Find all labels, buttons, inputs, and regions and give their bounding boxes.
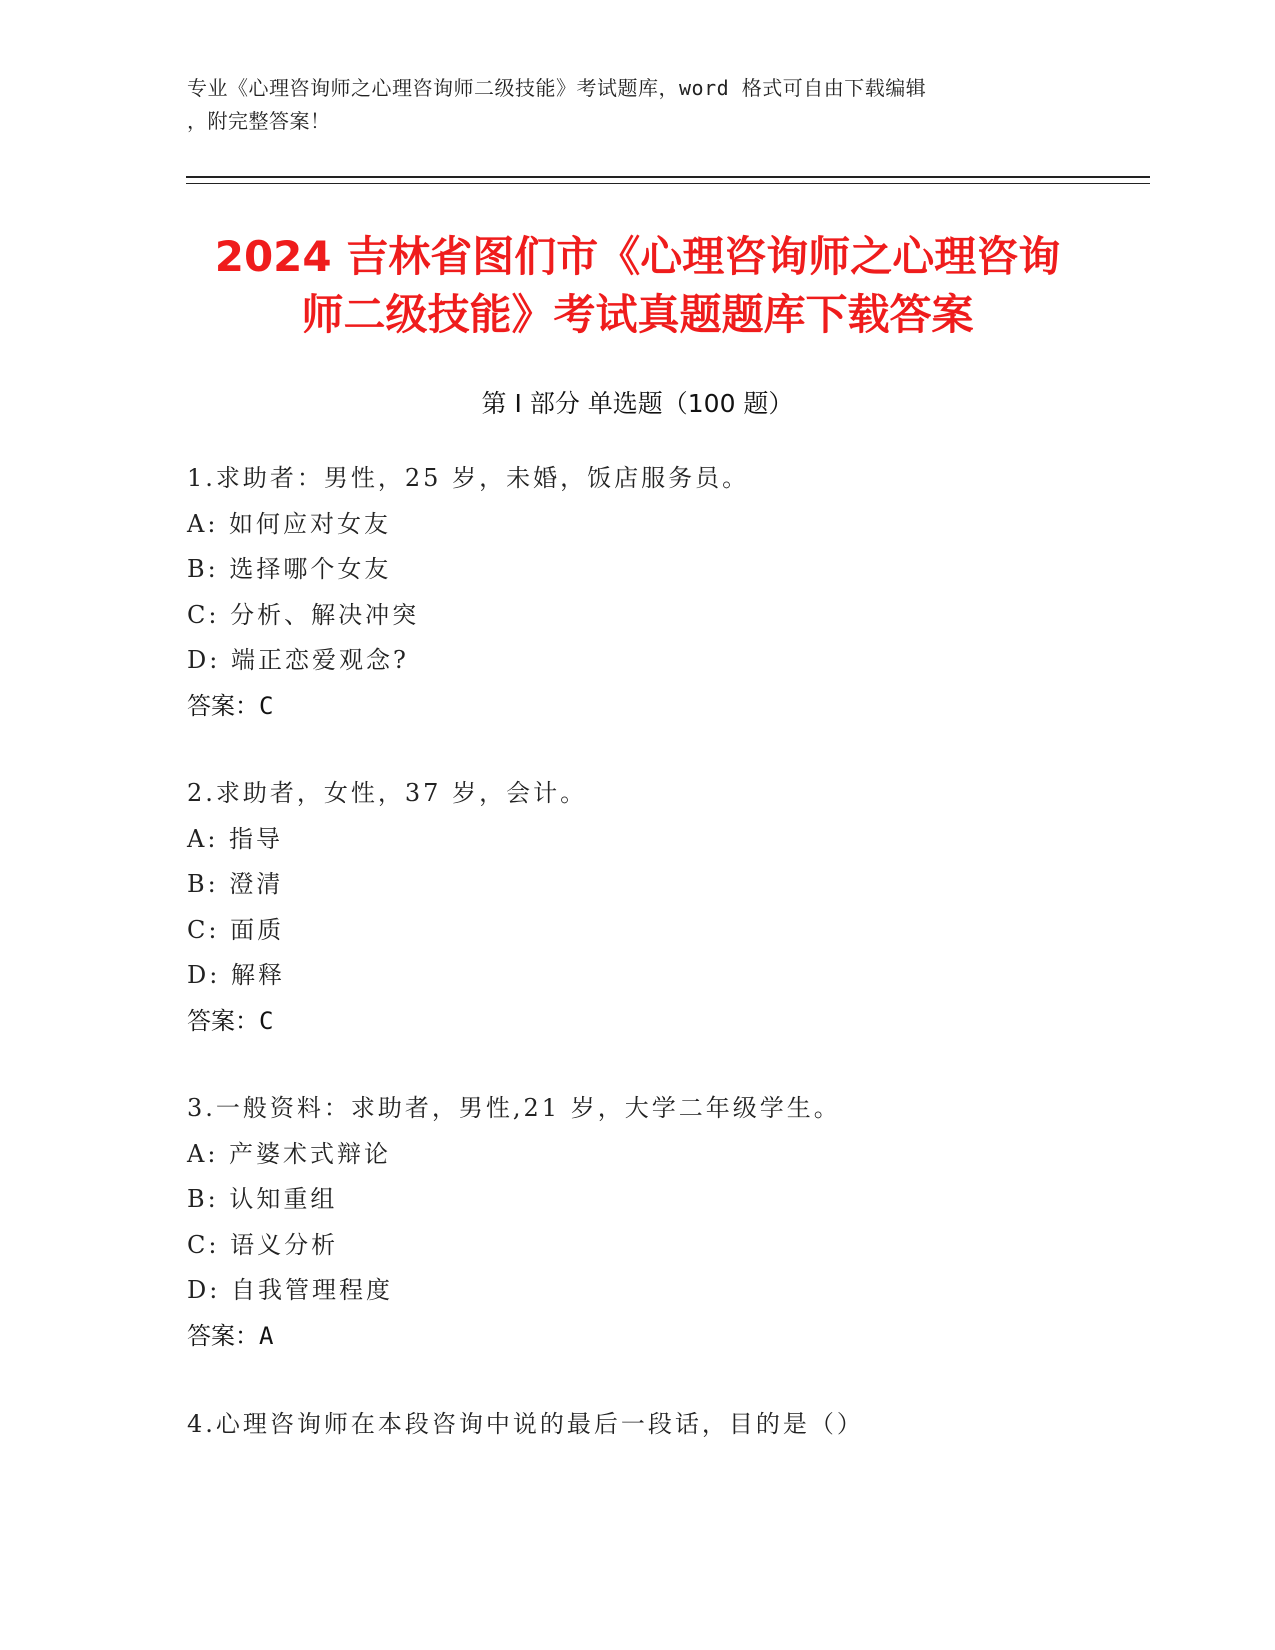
question-text: 3.一般资料：求助者，男性,21 岁，大学二年级学生。 (187, 1094, 841, 1122)
title-line-1: 2024 吉林省图们市《心理咨询师之心理咨询 (214, 232, 1061, 281)
section-heading: 第 I 部分 单选题（100 题） (481, 389, 794, 418)
option-a: A: 如何应对女友 (187, 509, 392, 538)
question-2 (187, 771, 587, 1044)
option-d: D: 自我管理程度 (187, 1276, 393, 1304)
option-c: C: 语义分析 (187, 1230, 339, 1259)
answer-label: 答案： (187, 1006, 259, 1035)
answer-value: C (259, 691, 274, 720)
document-title (150, 228, 1125, 344)
header-note (187, 72, 1067, 138)
question-text: 2.求助者，女性，37 岁，会计。 (187, 779, 588, 807)
header-divider (186, 176, 1150, 178)
answer-label: 答案： (187, 691, 259, 720)
option-d: D: 解释 (187, 961, 285, 989)
option-b: B: 澄清 (187, 870, 284, 898)
header-note-line-2: ，附完整答案！ (187, 109, 331, 133)
option-a: A: 产婆术式辩论 (187, 1139, 392, 1168)
option-c: C: 面质 (187, 915, 285, 944)
header-divider-thin (186, 183, 1150, 184)
question-text: 4.心理咨询师在本段咨询中说的最后一段话，目的是（） (187, 1410, 864, 1438)
header-note-line-1: 专业《心理咨询师之心理咨询师二级技能》考试题库，word 格式可自由下载编辑 (187, 76, 927, 100)
answer-line (187, 684, 749, 729)
answer-value: C (259, 1006, 274, 1035)
option-d: D: 端正恋爱观念? (187, 646, 409, 674)
question-3 (187, 1086, 841, 1359)
question-text: 1.求助者：男性，25 岁，未婚，饭店服务员。 (187, 464, 750, 492)
answer-label: 答案： (187, 1321, 259, 1350)
title-line-2: 师二级技能》考试真题题库下载答案 (301, 290, 974, 339)
option-b: B: 认知重组 (187, 1185, 338, 1213)
option-b: B: 选择哪个女友 (187, 555, 392, 583)
answer-line (187, 999, 587, 1044)
option-c: C: 分析、解决冲突 (187, 600, 420, 629)
answer-line (187, 1314, 841, 1359)
question-1 (187, 456, 749, 729)
answer-value: A (259, 1321, 274, 1350)
question-4 (187, 1402, 864, 1448)
option-a: A: 指导 (187, 824, 284, 853)
